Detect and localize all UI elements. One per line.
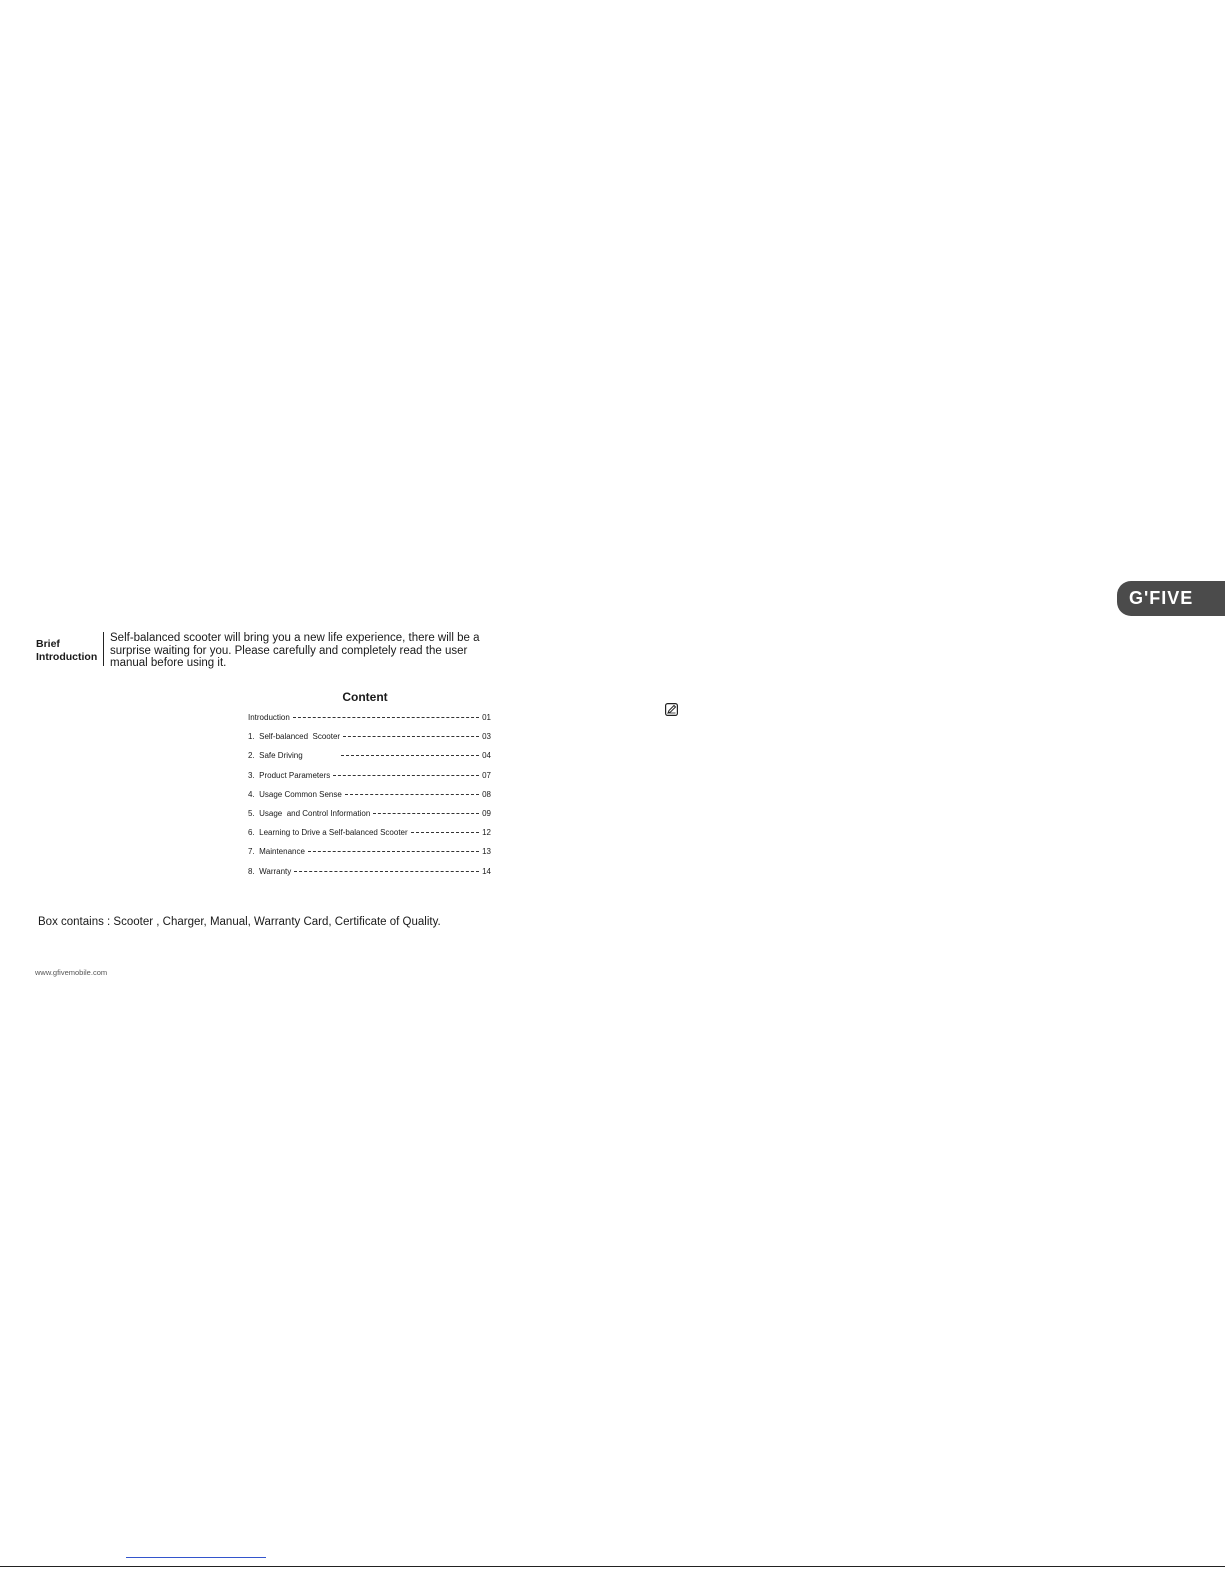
toc-row[interactable] [248, 828, 491, 847]
intro-label: Brief Introduction [36, 638, 98, 663]
toc-label: 8. Warranty [248, 866, 292, 876]
toc-leader [333, 775, 479, 776]
toc-leader [345, 794, 479, 795]
toc-page: 14 [482, 866, 491, 876]
toc-page: 08 [482, 789, 491, 799]
toc-label: 7. Maintenance [248, 847, 305, 857]
toc-page: 09 [482, 808, 491, 818]
toc-leader [293, 717, 479, 718]
intro-text: Self-balanced scooter will bring you a new life experience, there will be a surprise waiting for you. Please carefully and completely read the user manual before using it. [110, 632, 480, 669]
toc-page: 12 [482, 828, 491, 838]
table-of-contents [248, 713, 491, 886]
bottom-rule [0, 1566, 1225, 1567]
brief-introduction [36, 632, 496, 670]
edit-note-icon [665, 703, 678, 716]
intro-divider [103, 632, 104, 666]
toc-row[interactable] [248, 790, 491, 809]
toc-label: 3. Product Parameters [248, 770, 331, 780]
toc-row[interactable] [248, 867, 491, 886]
toc-label: 5. Usage and Control Information [248, 808, 371, 818]
toc-leader [373, 813, 479, 814]
toc-leader [343, 736, 479, 737]
toc-label: Introduction [248, 713, 290, 722]
toc-page: 13 [482, 847, 491, 857]
toc-row[interactable] [248, 713, 491, 732]
box-contents-note: Box contains : Scooter , Charger, Manual, Warranty Card, Certificate of Quality. [38, 916, 441, 928]
contents-title: Content [342, 690, 388, 704]
toc-page: 03 [482, 732, 491, 742]
bottom-link-underline [126, 1557, 266, 1558]
toc-label: 4. Usage Common Sense [248, 789, 342, 799]
toc-row[interactable] [248, 771, 491, 790]
brand-logo-tab [1117, 581, 1225, 616]
toc-row[interactable] [248, 847, 491, 866]
toc-leader [411, 832, 479, 833]
toc-label: 1. Self-balanced Scooter [248, 732, 341, 742]
toc-label: 2. Safe Driving [248, 751, 303, 761]
toc-page: 01 [482, 713, 491, 722]
toc-page: 04 [482, 751, 491, 761]
toc-row[interactable] [248, 809, 491, 828]
toc-page: 07 [482, 770, 491, 780]
toc-leader [341, 755, 479, 756]
website-link[interactable]: www.gfivemobile.com [35, 968, 108, 977]
toc-leader [294, 871, 479, 872]
toc-leader [308, 851, 479, 852]
toc-row[interactable] [248, 751, 491, 770]
brand-logo-text: G'FIVE [1129, 588, 1194, 608]
toc-label: 6. Learning to Drive a Self-balanced Scooter [248, 828, 408, 838]
toc-row[interactable] [248, 732, 491, 751]
